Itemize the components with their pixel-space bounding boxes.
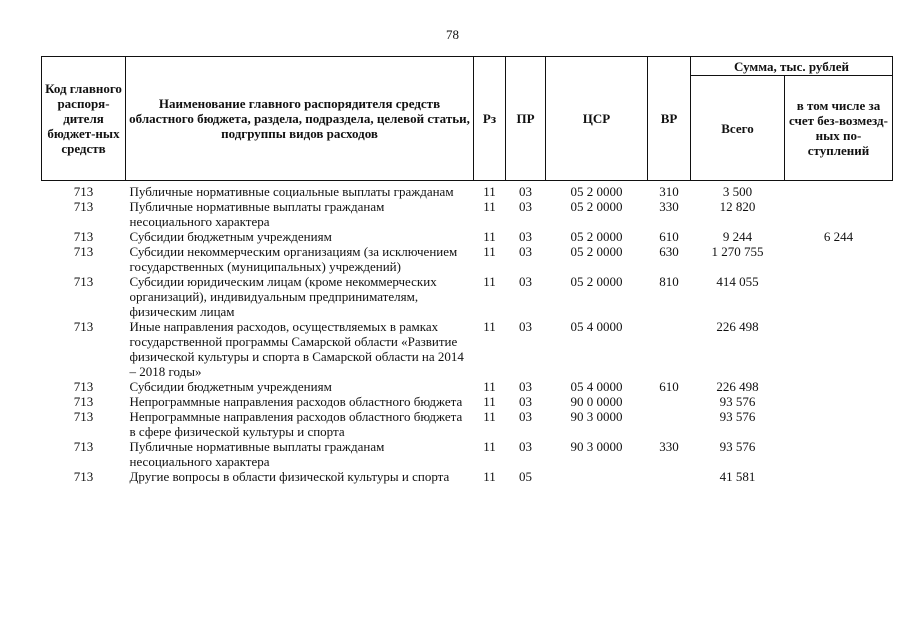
cell-code: 713	[73, 394, 94, 409]
cell-name: Иные направления расходов, осуществляемых в рамках государственной программы Самарской области «Развитие физической культуры и спорта в Самарской области на 2014 – 2018 годы»	[129, 319, 464, 379]
cell-csr: 05 4 0000	[570, 379, 623, 394]
cell-code: 713	[73, 184, 94, 199]
cell-rz: 11	[483, 199, 496, 214]
header-rz: Рз	[474, 57, 506, 181]
cell-code: 713	[73, 274, 94, 289]
cell-code: 713	[73, 229, 94, 244]
cell-rz: 11	[483, 244, 496, 259]
table-row	[42, 199, 893, 229]
cell-rz: 11	[483, 319, 496, 334]
cell-pr: 03	[519, 274, 532, 289]
table-row	[42, 379, 893, 394]
cell-csr: 90 3 0000	[570, 409, 623, 424]
table-row	[42, 439, 893, 469]
cell-vr: 630	[659, 244, 679, 259]
cell-rz: 11	[483, 274, 496, 289]
cell-vr: 810	[659, 274, 679, 289]
cell-pr: 03	[519, 379, 532, 394]
table-row	[42, 244, 893, 274]
cell-total: 93 576	[719, 394, 756, 409]
cell-name: Субсидии бюджетным учреждениям	[129, 229, 332, 244]
cell-name: Непрограммные направления расходов областного бюджета в сфере физической культуры и спорта	[129, 409, 463, 439]
cell-pr: 03	[519, 439, 532, 454]
header-sum-group: Сумма, тыс. рублей	[691, 57, 893, 76]
cell-rz: 11	[483, 394, 496, 409]
cell-total: 9 244	[722, 229, 753, 244]
cell-free	[785, 394, 893, 409]
cell-code: 713	[73, 319, 94, 334]
cell-free	[785, 244, 893, 274]
cell-code: 713	[73, 199, 94, 214]
cell-free	[785, 319, 893, 379]
cell-csr: 90 3 0000	[570, 439, 623, 454]
cell-rz: 11	[483, 409, 496, 424]
cell-vr	[648, 394, 691, 409]
cell-code: 713	[73, 379, 94, 394]
cell-name: Субсидии некоммерческим организациям (за исключением государственных (муниципальных) учреждений)	[129, 244, 458, 274]
cell-name: Непрограммные направления расходов областного бюджета	[129, 394, 463, 409]
cell-code: 713	[73, 439, 94, 454]
cell-vr: 330	[659, 439, 679, 454]
cell-total: 226 498	[716, 319, 759, 334]
header-csr: ЦСР	[546, 57, 648, 181]
header-total: Всего	[691, 76, 785, 181]
cell-pr: 03	[519, 199, 532, 214]
cell-total: 1 270 755	[711, 244, 764, 259]
cell-code: 713	[73, 469, 94, 484]
cell-rz: 11	[483, 469, 496, 484]
cell-csr: 05 2 0000	[570, 184, 623, 199]
cell-free	[785, 199, 893, 229]
cell-total: 93 576	[719, 439, 756, 454]
cell-pr: 03	[519, 229, 532, 244]
cell-total: 3 500	[722, 184, 753, 199]
cell-pr: 03	[519, 409, 532, 424]
cell-free	[785, 469, 893, 484]
cell-total: 93 576	[719, 409, 756, 424]
cell-name: Публичные нормативные социальные выплаты гражданам	[129, 184, 454, 199]
cell-total: 41 581	[719, 469, 756, 484]
cell-rz: 11	[483, 379, 496, 394]
cell-name: Публичные нормативные выплаты гражданам несоциального характера	[129, 199, 385, 229]
header-code: Код главного распоря-дителя бюджет-ных средств	[42, 57, 126, 181]
cell-vr	[648, 469, 691, 484]
cell-vr: 330	[659, 199, 679, 214]
cell-vr: 310	[659, 184, 679, 199]
table-row	[42, 394, 893, 409]
cell-name: Публичные нормативные выплаты гражданам несоциального характера	[129, 439, 385, 469]
cell-name: Субсидии юридическим лицам (кроме некоммерческих организаций), индивидуальным предпринимателям, физическим лицам	[129, 274, 437, 319]
cell-pr: 03	[519, 184, 532, 199]
table-row	[42, 229, 893, 244]
budget-table	[41, 56, 893, 484]
header-pr: ПР	[506, 57, 546, 181]
cell-vr: 610	[659, 379, 679, 394]
cell-rz: 11	[483, 184, 496, 199]
cell-rz: 11	[483, 439, 496, 454]
header-name: Наименование главного распорядителя средств областного бюджета, раздела, подраздела, целевой статьи, подгруппы видов расходов	[126, 57, 474, 181]
cell-free	[785, 409, 893, 439]
table-body	[42, 181, 893, 485]
table-row	[42, 274, 893, 319]
cell-csr	[546, 469, 648, 484]
header-free: в том числе за счет без-возмезд-ных по-ступлений	[785, 76, 893, 181]
cell-free	[785, 274, 893, 319]
cell-pr: 03	[519, 244, 532, 259]
cell-csr: 05 2 0000	[570, 199, 623, 214]
table-row	[42, 181, 893, 200]
cell-vr	[648, 409, 691, 439]
cell-free: 6 244	[823, 229, 854, 244]
cell-pr: 05	[519, 469, 532, 484]
cell-name: Субсидии бюджетным учреждениям	[129, 379, 332, 394]
cell-pr: 03	[519, 319, 532, 334]
table-row	[42, 319, 893, 379]
cell-csr: 05 2 0000	[570, 274, 623, 289]
cell-name: Другие вопросы в области физической культуры и спорта	[129, 469, 450, 484]
header-vr: ВР	[648, 57, 691, 181]
cell-csr: 05 4 0000	[570, 319, 623, 334]
cell-code: 713	[73, 409, 94, 424]
cell-pr: 03	[519, 394, 532, 409]
cell-csr: 05 2 0000	[570, 244, 623, 259]
cell-free	[785, 379, 893, 394]
cell-csr: 90 0 0000	[570, 394, 623, 409]
cell-csr: 05 2 0000	[570, 229, 623, 244]
cell-total: 226 498	[716, 379, 759, 394]
cell-total: 12 820	[719, 199, 756, 214]
table-row	[42, 409, 893, 439]
table-row	[42, 469, 893, 484]
cell-code: 713	[73, 244, 94, 259]
cell-total: 414 055	[716, 274, 759, 289]
cell-rz: 11	[483, 229, 496, 244]
cell-free	[785, 439, 893, 469]
cell-vr	[648, 319, 691, 379]
cell-vr: 610	[659, 229, 679, 244]
page-number: 78	[446, 27, 459, 42]
cell-free	[785, 181, 893, 200]
